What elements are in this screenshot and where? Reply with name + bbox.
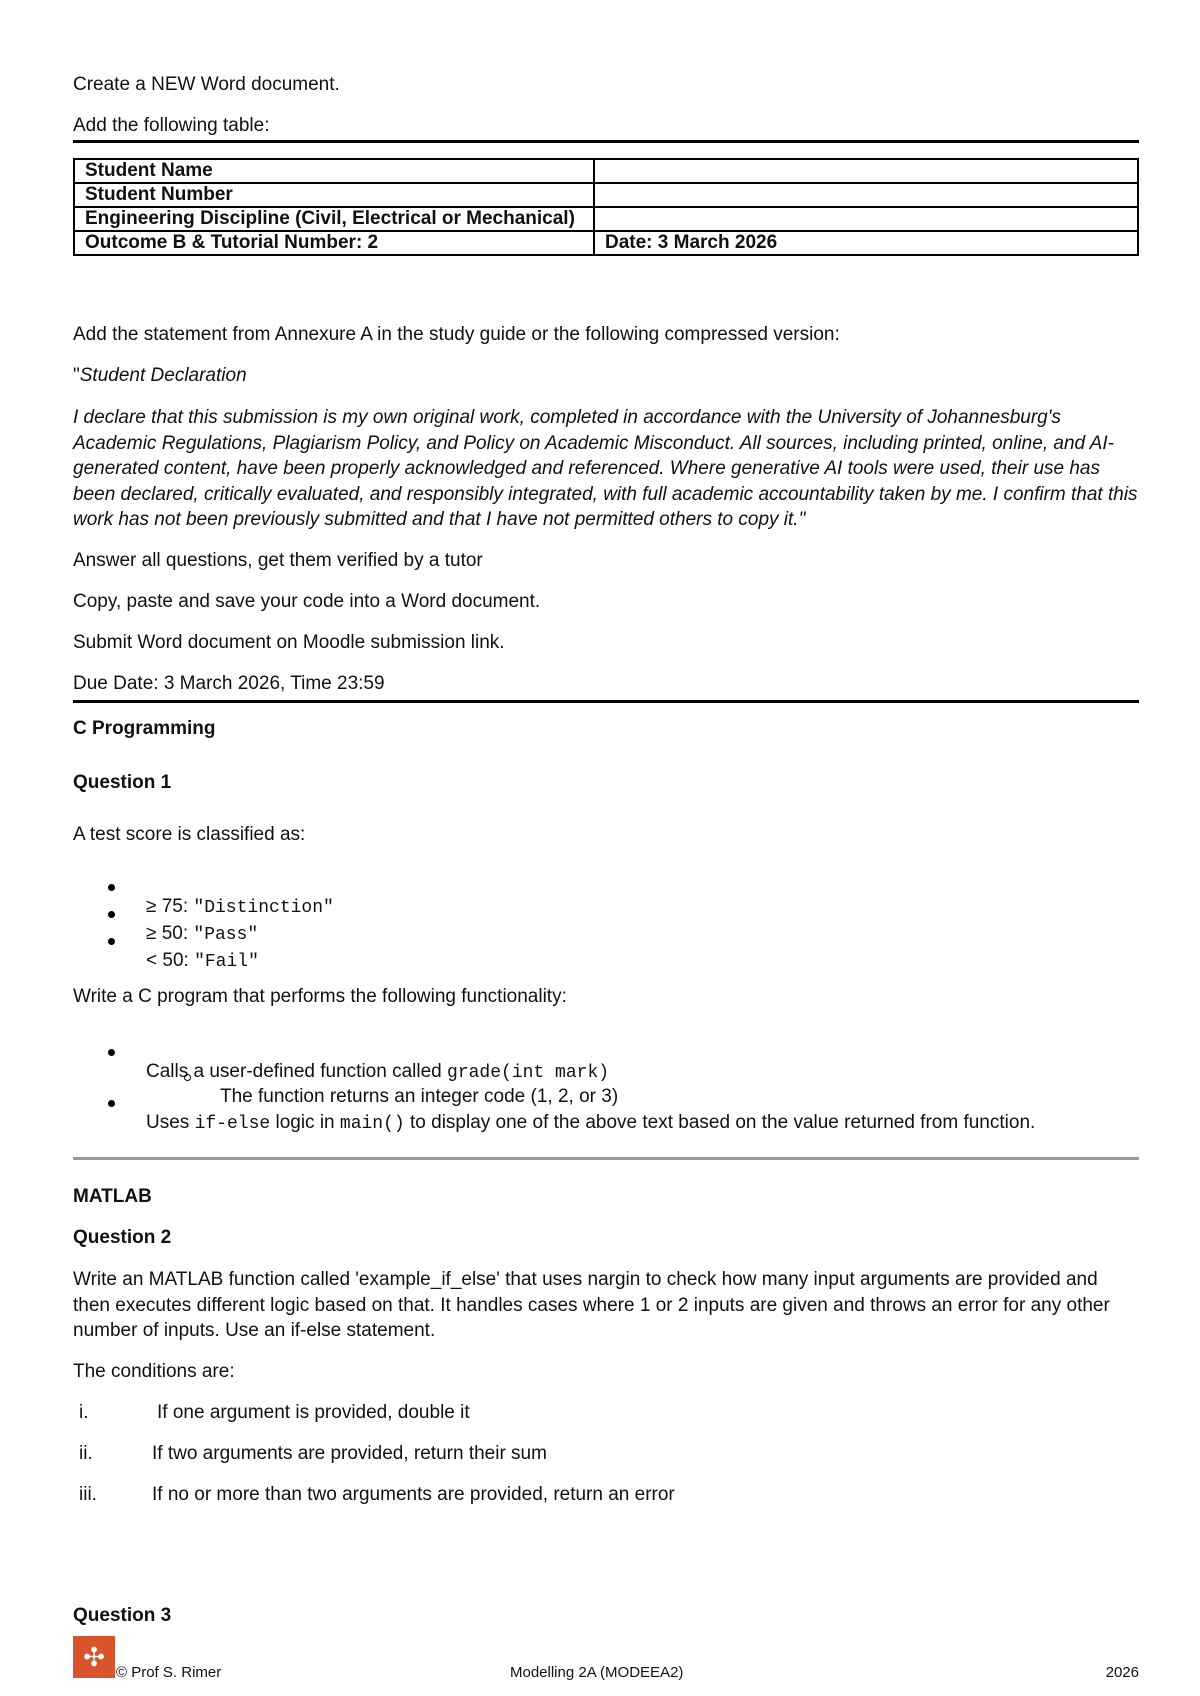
declaration-title: Student Declaration xyxy=(79,365,247,386)
bullet-text: Calls a user-defined function called xyxy=(146,1061,448,1082)
footer-year: 2026 xyxy=(1105,1664,1139,1681)
code-text: if-else xyxy=(194,1114,271,1134)
bullet-text: Uses xyxy=(146,1112,195,1133)
bullet-icon xyxy=(108,1100,115,1107)
question-2-body: Write an MATLAB function called 'example_if_else' that uses nargin to check how many input arguments are provided and then executes different logic based on that. It handles cases where 1 or 2 inputs are given and throws an error for any other number of inputs. Use an if-else statement. xyxy=(73,1269,1110,1341)
code-text: grade(int mark) xyxy=(447,1063,610,1083)
table-cell-label: Student Number xyxy=(74,183,594,207)
document-page xyxy=(73,0,1139,1696)
task-bullet-2 xyxy=(146,1111,1035,1136)
condition-number: i. xyxy=(79,1402,89,1423)
declaration-heading xyxy=(73,364,247,388)
bullet-icon xyxy=(108,911,115,918)
code-text: "Pass" xyxy=(193,925,259,945)
table-row xyxy=(74,159,1138,183)
classification-fail xyxy=(146,949,259,974)
condition-text: ≥ 50: xyxy=(146,923,194,944)
code-text: "Fail" xyxy=(194,952,259,972)
question-2-label: Question 2 xyxy=(73,1227,172,1248)
due-date: Due Date: 3 March 2026, Time 23:59 xyxy=(73,673,385,694)
conditions-intro: The conditions are: xyxy=(73,1361,235,1382)
question-3-label: Question 3 xyxy=(73,1605,172,1626)
condition-text: ≥ 75: xyxy=(146,896,194,917)
university-logo: ✣ xyxy=(73,1636,115,1678)
instruction-copy: Copy, paste and save your code into a Word document. xyxy=(73,591,541,612)
student-info-table xyxy=(73,158,1139,256)
code-text: "Distinction" xyxy=(193,898,334,918)
question-1-label: Question 1 xyxy=(73,772,172,793)
footer-course: Modelling 2A (MODEEA2) xyxy=(510,1664,684,1681)
condition-text: If no or more than two arguments are provided, return an error xyxy=(152,1484,675,1505)
declaration-body: I declare that this submission is my own original work, completed in accordance with the University of Johannesburg's Academic Regulations, Plagiarism Policy, and Policy on Academic Misconduct. All sources, including printed, online, and AI-generated content, have been properly acknowledged and referenced. Where generative AI tools were used, their use has been declared, critically evaluated, and responsibly integrated, with full academic accountability taken by me. I confirm that this work has not been previously submitted and that I have not permitted others to copy it." xyxy=(73,407,1138,530)
task-sub-bullet: The function returns an integer code (1, 2, or 3) xyxy=(220,1086,619,1107)
top-rule xyxy=(73,140,1139,143)
intro-line-1: Create a NEW Word document. xyxy=(73,74,340,95)
bullet-text: to display one of the above text based on the value returned from function. xyxy=(404,1112,1036,1133)
instruction-submit: Submit Word document on Moodle submission link. xyxy=(73,632,505,653)
condition-number: ii. xyxy=(79,1443,93,1464)
code-text: main() xyxy=(339,1114,405,1134)
matlab-section-heading: MATLAB xyxy=(73,1186,152,1207)
table-cell-value[interactable] xyxy=(594,207,1138,231)
bullet-text: logic in xyxy=(270,1112,340,1133)
table-cell-value[interactable] xyxy=(594,159,1138,183)
table-cell-value: Date: 3 March 2026 xyxy=(594,231,1138,255)
table-cell-label: Student Name xyxy=(74,159,594,183)
instruction-verify: Answer all questions, get them verified by a tutor xyxy=(73,550,483,571)
open-quote: " xyxy=(73,365,80,386)
declaration-intro: Add the statement from Annexure A in the study guide or the following compressed version: xyxy=(73,324,840,345)
question-1-intro: A test score is classified as: xyxy=(73,824,306,845)
bullet-icon xyxy=(108,938,115,945)
table-cell-label: Engineering Discipline (Civil, Electrical or Mechanical) xyxy=(74,207,594,231)
task-bullet-1 xyxy=(146,1060,609,1085)
condition-text: If two arguments are provided, return their sum xyxy=(152,1443,547,1464)
condition-text: If one argument is provided, double it xyxy=(157,1402,470,1423)
condition-text: < 50: xyxy=(146,950,195,971)
table-cell-value[interactable] xyxy=(594,183,1138,207)
bullet-icon xyxy=(108,884,115,891)
condition-number: iii. xyxy=(79,1484,97,1505)
grey-divider xyxy=(73,1157,1139,1160)
table-row xyxy=(74,207,1138,231)
section-rule xyxy=(73,700,1139,703)
table-cell-label: Outcome B & Tutorial Number: 2 xyxy=(74,231,594,255)
intro-line-2: Add the following table: xyxy=(73,115,270,136)
sub-bullet-icon xyxy=(184,1074,191,1081)
table-row xyxy=(74,231,1138,255)
bullet-icon xyxy=(108,1049,115,1056)
table-row xyxy=(74,183,1138,207)
question-1-task: Write a C program that performs the following functionality: xyxy=(73,986,567,1007)
classification-distinction xyxy=(146,895,334,920)
footer-copyright: © Prof S. Rimer xyxy=(116,1664,222,1681)
c-section-heading: C Programming xyxy=(73,718,216,739)
classification-pass xyxy=(146,922,258,947)
